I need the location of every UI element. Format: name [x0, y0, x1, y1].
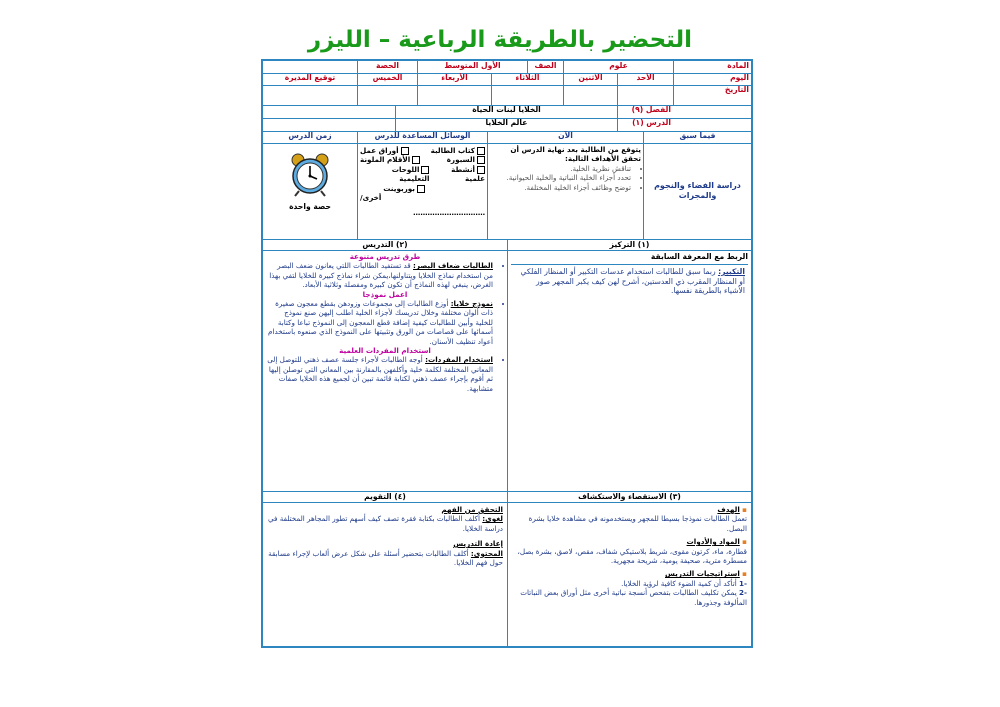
inquiry-materials-text: قطارة، ماء، كرتون مقوى، شريط بلاستيكي شفاف، مقص، لاصق، بشرة بصل، مسطرة مترية، صحيفة يومية، شريحة مجهرية.: [517, 546, 747, 566]
inquiry-goal-label: الهدف: [717, 505, 740, 514]
teach-block1-label: الطالبات ضعاف البصر:: [413, 261, 493, 271]
class-value: الأول المتوسط: [417, 61, 527, 73]
checkbox-icon: [417, 185, 425, 193]
chapter-label: الفصل (٩): [617, 105, 673, 118]
teach-block3-title: استخدام المفردات العلمية: [339, 346, 431, 356]
day-sunday: الأحد: [617, 73, 673, 85]
prior-text: دراسة الفضاء والنجوم والمجرات: [643, 143, 751, 239]
tool-item: السبورة: [446, 155, 475, 165]
teach-block1-text: قد تستفيد الطالبات اللتي يعانون ضعف البصر من استخدام نماذج الخلايا ويتناولنها،يمكن شراء نماذج كبيرة للخلايا لتفي بهذا الغرض، ينبغي لهذه النماذج أن تكون كبيرة ومفصلة وثلاثية الأبعاد.: [269, 261, 493, 290]
assess-reteach-label: إعادة التدريس: [453, 539, 503, 549]
checkbox-icon: [477, 147, 485, 155]
day-thursday: الخميس: [357, 73, 417, 85]
assess-header: (٤) التقويم: [364, 492, 406, 501]
header-row-date: [263, 85, 751, 106]
assess-check-label: التحقق من الفهم: [441, 505, 503, 514]
inquiry-header: (٣) الاستقصاء والاستكشاف: [578, 492, 681, 501]
alarm-clock-icon: [287, 151, 333, 197]
subject-label: المادة: [673, 61, 751, 73]
objective-item: • تحدد أجزاء الخلية النباتية والخلية الحيوانية.: [490, 173, 631, 182]
inquiry-goal-text: تعمل الطالبات نموذجا بسيطا للمجهر ويستخدمونه في مشاهدة خلايا بشرة البصل.: [528, 514, 747, 533]
now-title: الآن: [487, 131, 643, 143]
focus-label: التكبير:: [718, 267, 745, 276]
teach-block2-label: نموذج خلايا:: [450, 299, 493, 309]
tools-other: أخرى/: [360, 193, 382, 203]
page-title: التحضير بالطريقة الرباعية – الليزر: [307, 27, 693, 53]
teach-cell: [263, 239, 507, 491]
date-label: التاريخ: [673, 85, 751, 105]
teach-body: [267, 252, 503, 393]
time-text: حصة واحدة: [289, 201, 331, 211]
assess-cell: [263, 491, 507, 646]
objective-item: • تناقش نظرية الخلية.: [490, 164, 631, 173]
focus-subheader: الربط مع المعرفة السابقة: [511, 252, 748, 265]
focus-header: (١) التركيز: [609, 240, 650, 249]
assess-content-text: أكلف الطالبات بتحضير أسئلة على شكل عرض ألعاب لإجراء مسابقة حول فهم الخلايا.: [268, 548, 503, 568]
teach-block2-title: اعمل نموذجا: [362, 289, 408, 299]
strategy-number: -2: [739, 588, 747, 598]
focus-teach-row: [263, 239, 751, 492]
period-label: الحصة: [357, 61, 417, 73]
lesson-title: عالم الخلايا: [395, 118, 617, 131]
assess-body: [267, 505, 503, 567]
lesson-plan-sheet: [261, 59, 753, 648]
strategy-item: يمكن تكليف الطالبات بتفحص أنسجة نباتية أخرى مثل أوراق بعض النباتات المألوفة وجذورها.: [520, 588, 747, 607]
day-label: اليوم: [673, 73, 751, 85]
checkbox-icon: [477, 156, 485, 164]
teach-block3-text: أوجه الطالبات لأجراء جلسة عصف ذهني للتوصل إلى المعاني المختلفة لكلمة خلية وأكلفهن بالمقارنة بين المعاني التي توصلن إليها ثم أقوم بإجراء عصف ذهني لكتابة قائمة تبين أن لجميع هذه الخلايا صفات متشابهة.: [267, 355, 493, 393]
focus-body: [516, 267, 745, 296]
signature-label: توقيع المديرة: [284, 73, 336, 82]
inquiry-strategies-label: استراتيجيات التدريس: [665, 569, 740, 579]
subject-value: علوم: [563, 61, 673, 73]
assess-content-label: المحتوى:: [470, 548, 503, 558]
columns-body-row: [263, 143, 751, 240]
day-tuesday: الثلاثاء: [491, 73, 563, 85]
inquiry-cell: [507, 491, 751, 646]
tool-item: اللوحات التعليمية: [391, 164, 430, 184]
teach-block2-text: أوزع الطالبات إلى مجموعات وزودهن بقطع معجون صغيرة ذات ألوان مختلفة وخلال تدريسك لأجزاء الخلية اطلب إليهن صنع نموذج للخلية وأبين للطالبات كيفية إضافة قطع المعجون إلى النموذج تباعا وكتابة أسمائها على قصاصات من الورق وتثبيتها على النموذج الذي صنعوه باستخدام أعواد تنظيف الأسنان.: [268, 299, 493, 346]
focus-text: ربما سبق للطالبات استخدام عدسات التكبير أو المنظار الفلكي أو المنظار المقرب ذي العدستين، أشرح لهن كيف يكبر المجهر صور الأشياء بالطريقة نفسها.: [520, 267, 745, 296]
lesson-label: الدرس (١): [617, 118, 673, 131]
checkbox-icon: [401, 147, 409, 155]
inquiry-body: ▪ الهدف تعمل الطالبات نموذجا بسيطا للمجهر ويستخدمونه في مشاهدة خلايا بشرة البصل. ▪ المواد والأدوات قطارة، ماء، كرتون مقوى، شريط بلاستيكي شفاف، مقص، لاصق، بشرة بصل، مسطرة مترية، صحيفة يومية، شريحة مجهرية. ▪ استراتيجيات التدريس -1 أتأكد أن كمية الضوء كافية لرؤية الخلايا. -2 يمكن تكليف الطالبات بتفحص أنسجة نباتية أخرى مثل أوراق بعض النباتات المألوفة وجذورها.: [512, 505, 747, 607]
teach-block3-label: استخدام المفردات:: [425, 355, 493, 365]
chapter-title: الخلايا لبنات الحياة: [395, 105, 617, 118]
tool-item: كتاب الطالبة: [430, 146, 475, 155]
day-monday: الاثنين: [563, 73, 617, 85]
focus-cell: [507, 239, 751, 491]
time-title: زمن الدرس: [288, 131, 332, 140]
checkbox-icon: [412, 156, 420, 164]
tool-item: أنشطة علمية: [451, 164, 485, 184]
day-wednesday: الأربعاء: [417, 73, 491, 85]
checkbox-icon: [477, 166, 485, 174]
tools-title: الوسائل المساعدة للدرس: [357, 131, 487, 143]
inquiry-assess-row: [263, 491, 751, 646]
strategy-item: أتأكد أن كمية الضوء كافية لرؤية الخلايا.: [621, 578, 737, 588]
tool-item: أوراق عمل: [360, 146, 399, 155]
class-label: الصف: [527, 61, 563, 73]
checkbox-icon: [421, 166, 429, 174]
inquiry-materials-label: المواد والأدوات: [686, 537, 740, 547]
teach-methods-title: طرق تدريس متنوعة: [349, 252, 421, 261]
tool-item: الأقلام الملونة: [360, 155, 411, 165]
objectives-cell: [487, 143, 643, 239]
objective-item: • توضح وظائف أجزاء الخلية المختلفة.: [490, 183, 631, 192]
lesson-row: [263, 118, 751, 132]
assess-lang-label: لغوي:: [482, 514, 503, 524]
tools-dots: …………………………: [413, 208, 485, 218]
assess-lang-text: أكلف الطالبات بكتابة فقرة تصف كيف أسهم تطور المجاهر المختلفة في دراسة الخلايا.: [268, 514, 503, 533]
tools-cell: [357, 143, 487, 239]
teach-header: (٢) التدريس: [362, 240, 408, 249]
objectives-intro: يتوقع من الطالبة بعد نهاية الدرس أن تحقق الأهداف التالية:: [510, 145, 641, 164]
time-cell: [263, 143, 357, 239]
prior-title: فيما سبق: [643, 131, 751, 143]
tool-item: بوربوينت: [383, 183, 415, 193]
chapter-row: [263, 105, 751, 119]
strategy-number: -1: [739, 578, 747, 588]
